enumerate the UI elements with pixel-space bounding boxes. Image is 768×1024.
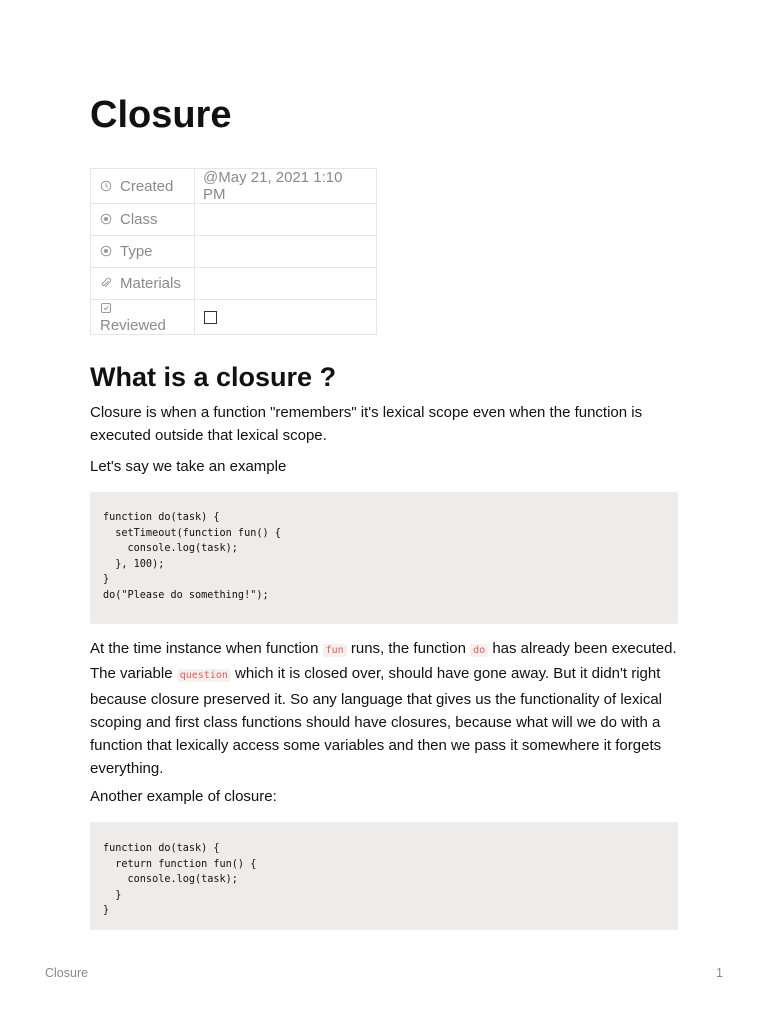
property-value[interactable] [195,236,377,268]
property-value-cell [195,300,377,335]
property-row-materials [91,268,377,300]
property-row-created [91,169,377,204]
select-icon [100,245,112,257]
property-key-cell [91,169,195,204]
text-run: runs, the function [346,640,471,657]
property-key: Materials [120,275,181,292]
reviewed-checkbox[interactable] [204,311,217,324]
property-value[interactable] [195,268,377,300]
text-run: At the time instance when function [90,640,323,657]
property-row-reviewed [91,300,377,335]
property-row-class [91,204,377,236]
property-row-type [91,236,377,268]
paragraph-example-intro: Let's say we take an example [90,458,287,475]
text-run: has already been executed. The variable [90,640,677,683]
property-key: Class [120,211,158,228]
property-key-cell [91,204,195,236]
property-key-cell [91,236,195,268]
code-block-example-2: function do(task) { return function fun() { console.log(task); } } [90,822,678,930]
clock-icon [100,180,112,192]
property-key: Created [120,177,174,195]
property-value[interactable]: @May 21, 2021 1:10 PM [195,169,377,204]
paragraph-definition: Closure is when a function "remembers" it's lexical scope even when the function is executed outside that lexical scope. [90,404,643,445]
checkbox-icon [100,302,112,314]
text-run: which it is closed over, should have gone away. But it didn't right because closure preserved it. So any language that gives us the functionality of lexical scoping and first class functions should have closures, because what will we do with a function that lexically access some variables and then we pass it somewhere it forgets everything. [90,665,663,778]
paperclip-icon [100,277,112,289]
footer-title: Closure [45,966,89,980]
inline-code-do: do [470,644,488,657]
inline-code-question: question [177,669,231,682]
footer-page-number: 1 [716,966,723,980]
select-icon [100,213,112,225]
property-key: Type [120,243,153,260]
inline-code-fun: fun [323,644,347,657]
property-value[interactable] [195,204,377,236]
property-key-cell [91,268,195,300]
property-key-cell [91,300,195,335]
paragraph-another-example: Another example of closure: [90,788,277,805]
properties-table [90,168,377,335]
section-heading: What is a closure ? [90,362,337,392]
property-key: Reviewed [100,317,166,334]
page-title: Closure [90,94,232,136]
code-block-example-1: function do(task) { setTimeout(function fun() { console.log(task); }, 100); } do("Please do something!"); [90,492,678,624]
paragraph-explanation [90,637,678,781]
